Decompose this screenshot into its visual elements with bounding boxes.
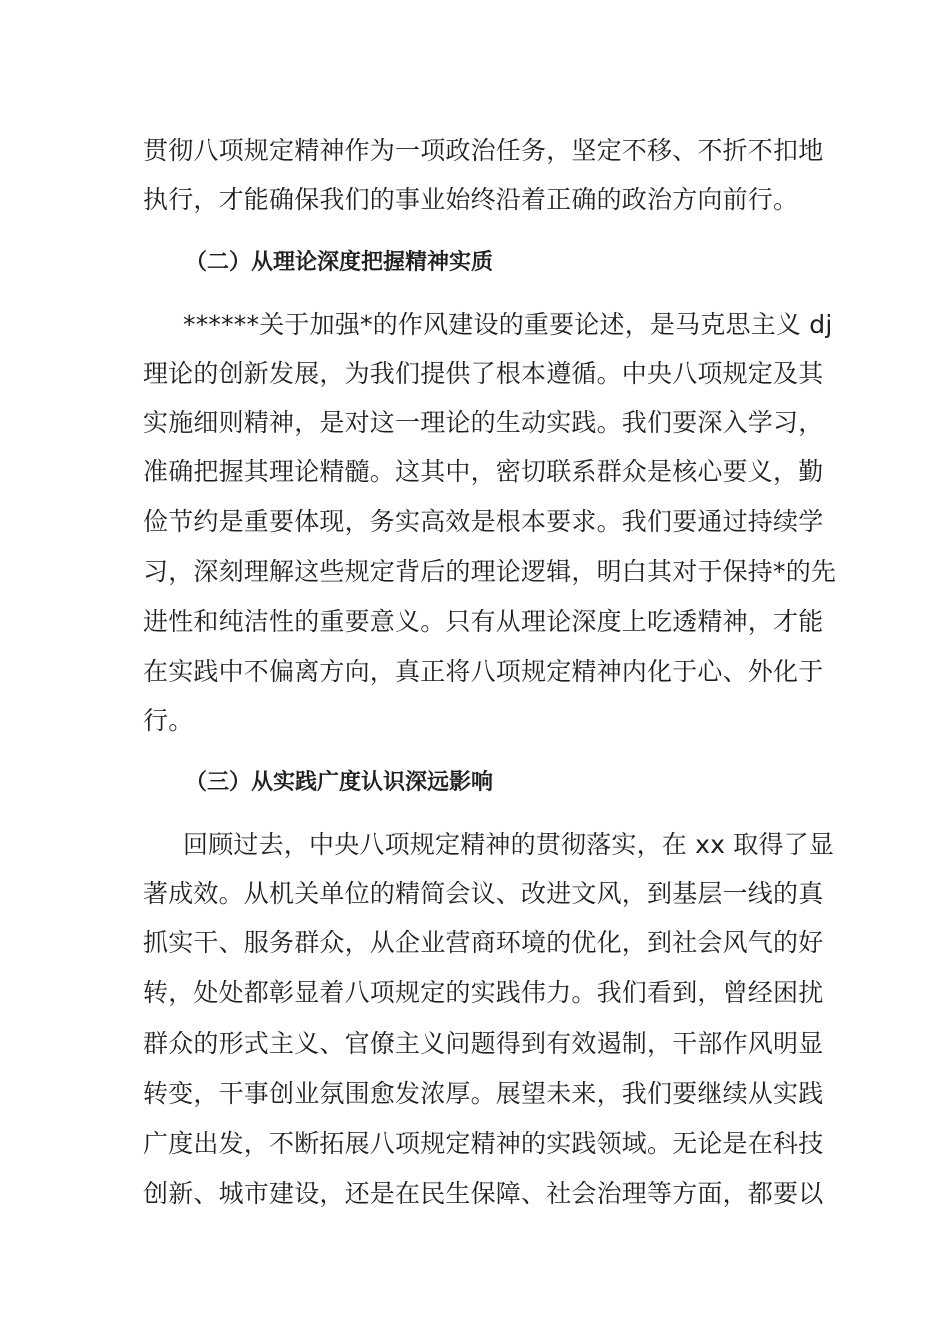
section-heading: （二）从理论深度把握精神实质 — [185, 250, 494, 275]
body-text-line: 著成效。从机关单位的精简会议、改进文风，到基层一线的真 — [143, 879, 824, 908]
body-text-line: 准确把握其理论精髓。这其中，密切联系群众是核心要义，勤 — [143, 457, 824, 486]
body-text-line: 实施细则精神，是对这一理论的生动实践。我们要深入学习， — [143, 408, 824, 437]
section-heading: （三）从实践广度认识深远影响 — [185, 770, 494, 795]
body-text-line: 群众的形式主义、官僚主义问题得到有效遏制，干部作风明显 — [143, 1029, 824, 1058]
body-text-line: 转，处处都彰显着八项规定的实践伟力。我们看到，曾经困扰 — [143, 978, 824, 1007]
body-text-line: 回顾过去，中央八项规定精神的贯彻落实，在 xx 取得了显 — [183, 830, 835, 859]
body-text-line: 在实践中不偏离方向，真正将八项规定精神内化于心、外化于 — [143, 657, 824, 686]
body-text-line: 理论的创新发展，为我们提供了根本遵循。中央八项规定及其 — [143, 359, 824, 388]
body-text-line: 广度出发，不断拓展八项规定精神的实践领域。无论是在科技 — [143, 1129, 824, 1158]
body-text-line: 俭节约是重要体现，务实高效是根本要求。我们要通过持续学 — [143, 507, 824, 536]
body-text-line: 贯彻八项规定精神作为一项政治任务，坚定不移、不折不扣地 — [143, 136, 824, 165]
body-text-line: ******关于加强*的作风建设的重要论述，是马克思主义 dj — [183, 310, 833, 339]
body-text-line: 执行，才能确保我们的事业始终沿着正确的政治方向前行。 — [143, 185, 799, 214]
body-text-line: 行。 — [143, 706, 194, 735]
body-text-line: 进性和纯洁性的重要意义。只有从理论深度上吃透精神，才能 — [143, 607, 824, 636]
body-text-line: 习，深刻理解这些规定背后的理论逻辑，明白其对于保持*的先 — [143, 557, 837, 586]
body-text-line: 抓实干、服务群众，从企业营商环境的优化，到社会风气的好 — [143, 928, 824, 957]
body-text-line: 创新、城市建设，还是在民生保障、社会治理等方面，都要以 — [143, 1179, 824, 1208]
body-text-line: 转变，干事创业氛围愈发浓厚。展望未来，我们要继续从实践 — [143, 1079, 824, 1108]
